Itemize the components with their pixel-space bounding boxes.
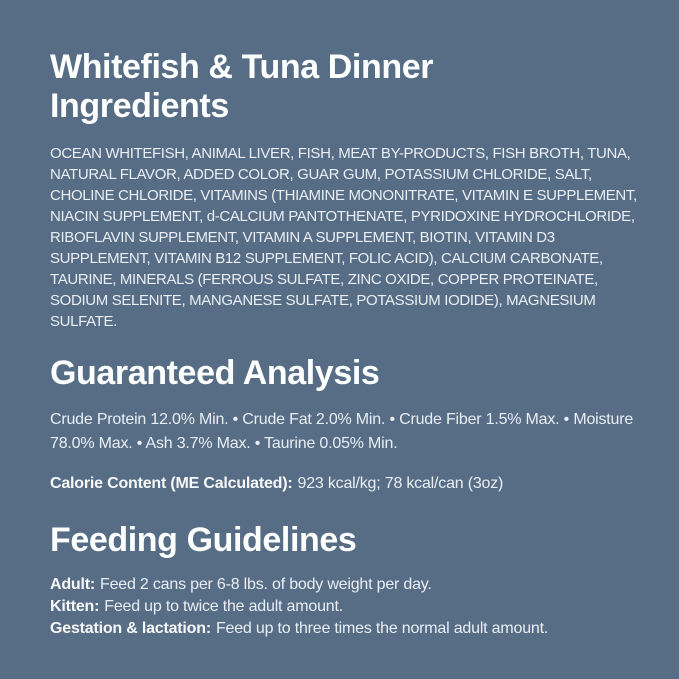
feeding-item-kitten-text: Feed up to twice the adult amount. [104,598,343,616]
ingredients-list-text: OCEAN WHITEFISH, ANIMAL LIVER, FISH, MEAT BY-PRODUCTS, FISH BROTH, TUNA, NATURAL FLAVOR, ADDED COLOR, GUAR GUM, POTASSIUM CHLORIDE, SALT, CHOLINE CHLORIDE, VITAMINS (THIAMINE MONONITRATE, VITAMIN E SUPPLEMENT, NIACIN SUPPLEMENT, d-CALCIUM PANTOTHENATE, PYRIDOXINE HYDROCHLORIDE, RIBOFLAVIN SUPPLEMENT, VITAMIN A SUPPLEMENT, BIOTIN, VITAMIN D3 SUPPLEMENT, VITAMIN B12 SUPPLEMENT, FOLIC ACID), CALCIUM CARBONATE, TAURINE, MINERALS (FERROUS SULFATE, ZINC OXIDE, COPPER PROTEINATE, SODIUM SELENITE, MANGANESE SULFATE, POTASSIUM IODIDE), MAGNESIUM SULFATE. [50,145,637,331]
feeding-item-gestation-text: Feed up to three times the normal adult amount. [215,620,549,638]
ingredients-section-title: Whitefish & Tuna Dinner Ingredients [50,48,434,126]
feeding-guidelines-title: Feeding Guidelines [50,521,357,560]
feeding-item-gestation-label: Gestation & lactation: [50,620,211,638]
feeding-item-kitten [50,596,639,618]
feeding-item-adult-text: Feed 2 cans per 6-8 lbs. of body weight per day. [100,576,432,594]
guaranteed-analysis-title: Guaranteed Analysis [50,354,380,393]
feeding-guidelines-list [50,574,639,640]
calorie-content-label: Calorie Content (ME Calculated): [50,475,293,493]
feeding-item-gestation [50,618,639,640]
calorie-content-value: 923 kcal/kg; 78 kcal/can (3oz) [297,475,504,493]
calorie-content-line [50,473,639,495]
feeding-item-kitten-label: Kitten: [50,598,100,616]
feeding-item-adult-label: Adult: [50,576,96,594]
guaranteed-analysis-values: Crude Protein 12.0% Min. • Crude Fat 2.0% Min. • Crude Fiber 1.5% Max. • Moisture 78.0% Max. • Ash 3.7% Max. • Taurine 0.05% Min. [50,411,634,453]
feeding-item-adult [50,574,639,596]
